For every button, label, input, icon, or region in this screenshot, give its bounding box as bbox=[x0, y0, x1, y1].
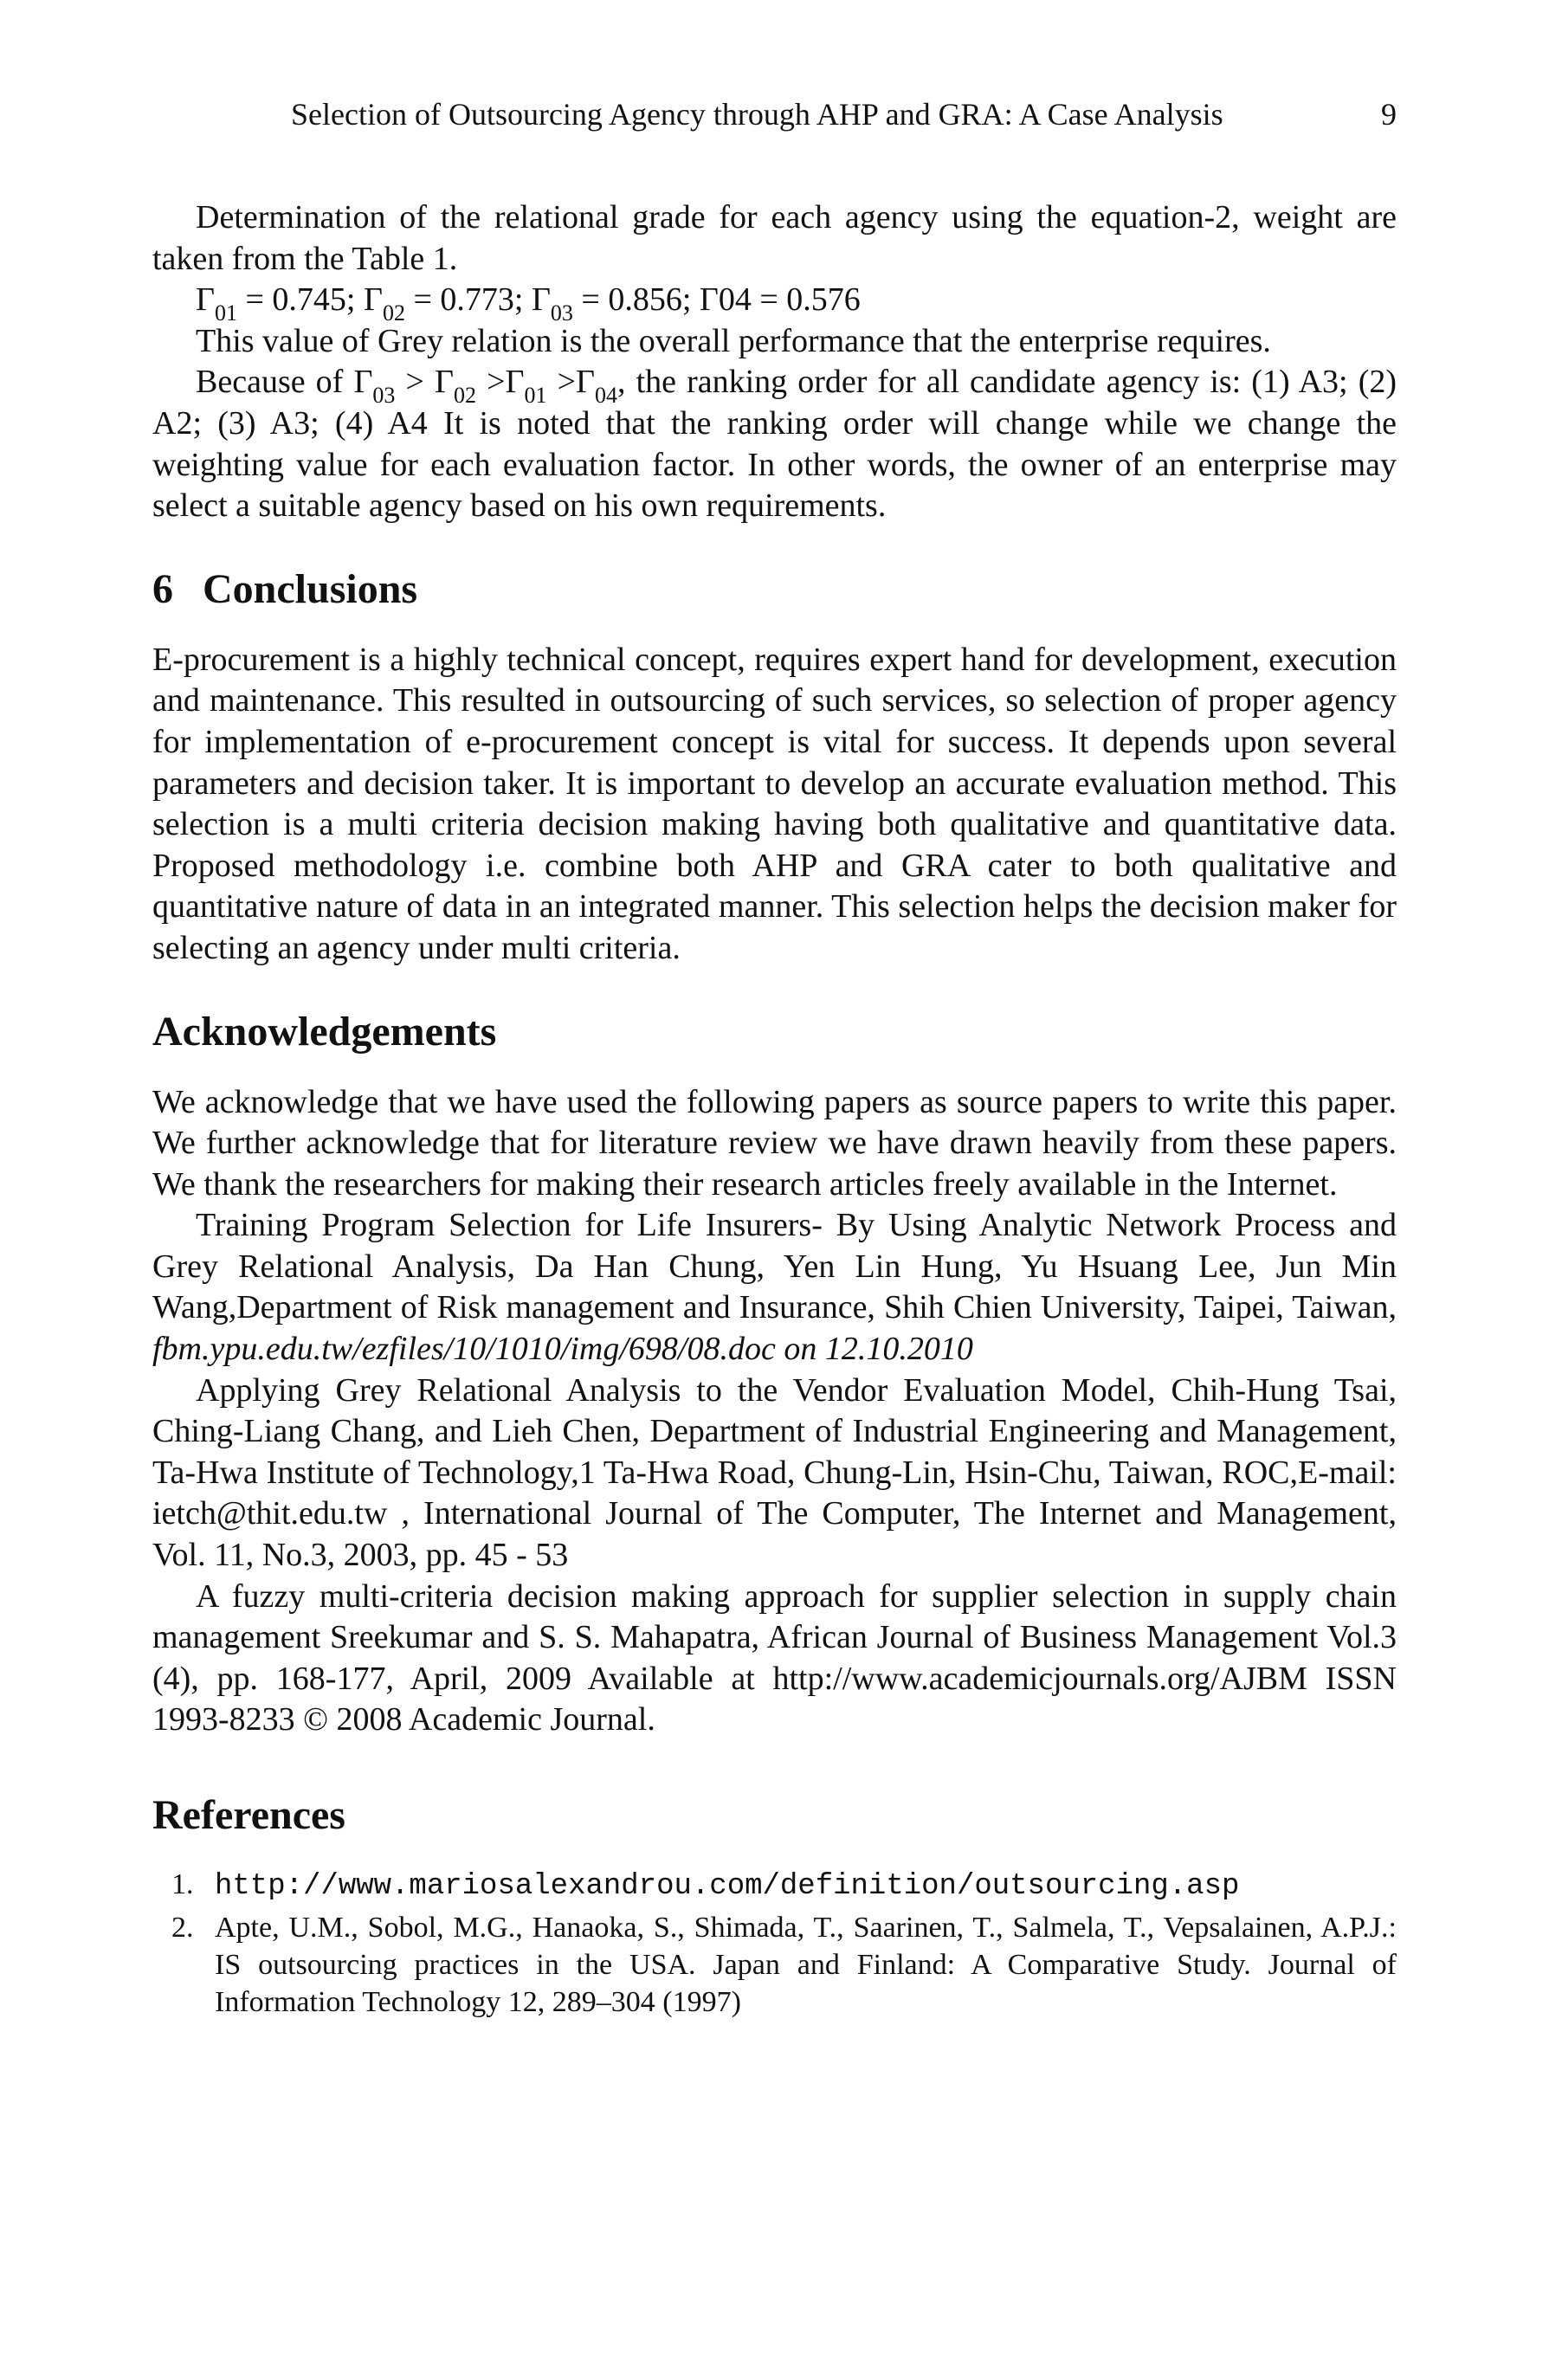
reference-item bbox=[152, 1909, 1397, 2021]
body-content bbox=[152, 197, 1397, 2024]
section-heading-acknowledgements: Acknowledgements bbox=[152, 1008, 497, 1055]
section-title: Conclusions bbox=[203, 565, 418, 612]
reference-list bbox=[152, 1866, 1397, 2021]
ranking-paragraph: Because of $\Gamma_{03} > \Gamma_{02} >\Gamma_{01} >\Gamma_{04}$, the ranking order for all candidate agency is: (1) A3; (2) A2; (3) A3; (4) A4 It is noted that the ranking order will change while we change the weighting value for each evaluation factor. In other words, the owner of an enterprise may select a suitable agency based on his own requirements. bbox=[152, 364, 1397, 525]
running-title: Selection of Outsourcing Agency through AHP and GRA: A Case Analysis bbox=[291, 97, 1223, 132]
ack-paragraph-1: We acknowledge that we have used the following papers as source papers to write this paper. We further acknowledge that for literature review we have drawn heavily from these papers. We thank the researchers for making their research articles freely available in the Internet. bbox=[152, 1083, 1397, 1203]
reference-text: Apte, U.M., Sobol, M.G., Hanaoka, S., Shimada, T., Saarinen, T., Salmela, T., Vepsalainen, A.P.J.: IS outsourcing practices in the USA. Japan and Finland: A Comparative Study. Journal of Information Technology 12, 289–304 (1997) bbox=[215, 1912, 1397, 2018]
ack-paragraph-3: Applying Grey Relational Analysis to the Vendor Evaluation Model, Chih-Hung Tsai, Ching-Liang Chang, and Lieh Chen, Department of Industrial Engineering and Management, Ta-Hwa Institute of Technology,1 Ta-Hwa Road, Chung-Lin, Hsin-Chu, Taiwan, ROC,E-mail: ietch@thit.edu.tw , International Journal of The Computer, The Internet and Management, Vol. 11, No.3, 2003, pp. 45 - 53 bbox=[152, 1371, 1397, 1574]
grade-paragraph: Determination of the relational grade for each agency using the equation-2, weight are taken from the Table 1. bbox=[152, 199, 1397, 277]
conclusions-paragraph: E-procurement is a highly technical concept, requires expert hand for development, execution and maintenance. This resulted in outsourcing of such services, so selection of proper agency for implementation of e-procurement concept is vital for success. It depends upon several parameters and decision taker. It is important to develop an accurate evaluation method. This selection is a multi criteria decision making having both qualitative and quantitative data. Proposed methodology i.e. combine both AHP and GRA cater to both qualitative and quantitative nature of data in an integrated manner. This selection helps the decision maker for selecting an agency under multi criteria. bbox=[152, 641, 1397, 966]
ack-paragraph-2: Training Program Selection for Life Insurers- By Using Analytic Network Process and Grey Relational Analysis, Da Han Chung, Yen Lin Hung, Yu Hsuang Lee, Jun Min Wang,Department of Risk management and Insurance, Shih Chien University, Taipei, Taiwan, fbm.ypu.edu.tw/ezfiles/10/1010/img/698/08.doc on 12.10.2010 bbox=[152, 1207, 1397, 1368]
ack-source-link: fbm.ypu.edu.tw/ezfiles/10/1010/img/698/08.doc on 12.10.2010 bbox=[152, 1331, 973, 1368]
grey-relation-paragraph: This value of Grey relation is the overall performance that the enterprise requires. bbox=[196, 322, 1271, 359]
section-number: 6 bbox=[152, 565, 173, 612]
page-number: 9 bbox=[1381, 97, 1397, 132]
section-heading-conclusions bbox=[152, 565, 1397, 614]
gamma-values-line: $\Gamma_{01} = 0.745$; $\Gamma_{02} = 0.773$; $\Gamma_{03} = 0.856$; Γ04 = 0.576 bbox=[196, 281, 861, 326]
reference-url: http://www.mariosalexandrou.com/definition/outsourcing.asp bbox=[215, 1870, 1240, 1903]
reference-number: 1. bbox=[171, 1868, 194, 1900]
section-heading-references: References bbox=[152, 1792, 345, 1838]
reference-item bbox=[152, 1866, 1397, 1906]
reference-number: 2. bbox=[171, 1912, 194, 1944]
ack-paragraph-4: A fuzzy multi-criteria decision making approach for supplier selection in supply chain management Sreekumar and S. S. Mahapatra, African Journal of Business Management Vol.3 (4), pp. 168-177, April, 2009 Available at http://www.academicjournals.org/AJBM ISSN 1993-8233 © 2008 Academic Journal. bbox=[152, 1577, 1397, 1738]
